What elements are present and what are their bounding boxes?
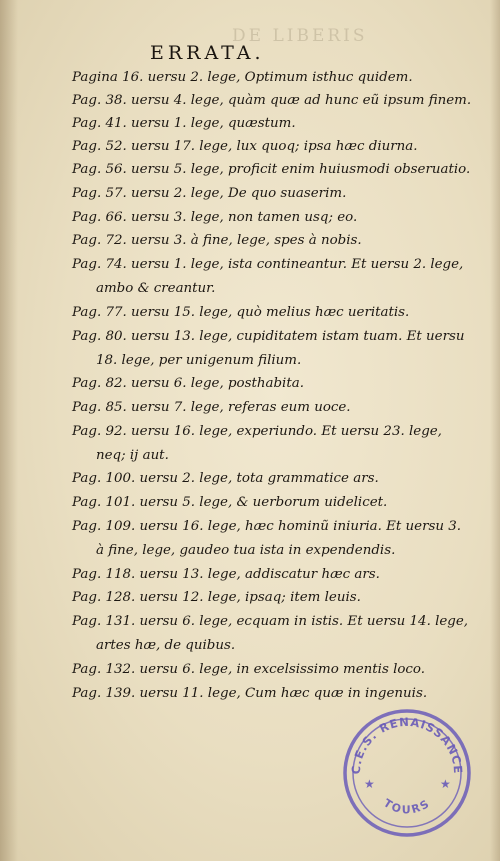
errata-line: Pag. 101. uersu 5. lege, & uerborum uidelicet. [72,495,388,510]
errata-line: Pag. 132. uersu 6. lege, in excelsissimo mentis loco. [72,662,426,677]
errata-line: Pag. 92. uersu 16. lege, experiundo. Et uersu 23. lege, [72,424,442,439]
errata-line: Pag. 131. uersu 6. lege, ecquam in istis. Et uersu 14. lege, [72,614,469,629]
errata-line: Pag. 128. uersu 12. lege, ipsaq; item leuis. [72,590,361,605]
errata-line: Pag. 139. uersu 11. lege, Cum hæc quæ in ingenuis. [72,686,428,701]
errata-line: Pagina 16. uersu 2. lege, Optimum isthuc quidem. [72,70,413,85]
errata-line: Pag. 66. uersu 3. lege, non tamen usq; eo. [72,210,358,225]
errata-line: Pag. 57. uersu 2. lege, De quo suaserim. [72,186,347,201]
bleed-through-text: DE LIBERIS [232,26,368,46]
stamp-bottom-text: TOURS [381,796,433,817]
errata-line: Pag. 72. uersu 3. à fine, lege, spes à nobis. [72,233,362,248]
errata-line-continuation: 18. lege, per unigenum filium. [96,353,302,368]
errata-line: Pag. 74. uersu 1. lege, ista contineantur. Et uersu 2. lege, [72,257,464,272]
errata-line-continuation: artes hæ, de quibus. [96,638,236,653]
library-stamp [340,706,474,840]
stamp-top-text: C.E.S. RENAISSANCE [348,714,466,775]
errata-title: ERRATA. [150,42,265,64]
errata-line: Pag. 77. uersu 15. lege, quò melius hæc ueritatis. [72,305,410,320]
errata-line: Pag. 100. uersu 2. lege, tota grammatice ars. [72,471,379,486]
stamp-star-right: ★ [440,777,451,791]
errata-line-continuation: neq; ij aut. [96,448,169,463]
errata-line-continuation: ambo & creantur. [96,281,216,296]
errata-line: Pag. 38. uersu 4. lege, quàm quæ ad hunc eũ ipsum finem. [72,93,472,108]
stamp-star-left: ★ [364,777,375,791]
svg-text:TOURS [381,796,433,816]
errata-line: Pag. 109. uersu 16. lege, hæc hominũ iniuria. Et uersu 3. [72,519,462,534]
errata-line: Pag. 41. uersu 1. lege, quæstum. [72,116,296,131]
errata-line-continuation: à fine, lege, gaudeo tua ista in expendendis. [96,543,396,558]
errata-line: Pag. 56. uersu 5. lege, proficit enim huiusmodi obseruatio. [72,162,471,177]
errata-line: Pag. 82. uersu 6. lege, posthabita. [72,376,304,391]
svg-text:C.E.S. RENAISSANCE [349,715,465,775]
errata-line: Pag. 80. uersu 13. lege, cupiditatem istam tuam. Et uersu [72,329,465,344]
errata-line: Pag. 85. uersu 7. lege, referas eum uoce. [72,400,351,415]
errata-line: Pag. 52. uersu 17. lege, lux quoq; ipsa hæc diurna. [72,139,418,154]
errata-line: Pag. 118. uersu 13. lege, addiscatur hæc ars. [72,567,380,582]
